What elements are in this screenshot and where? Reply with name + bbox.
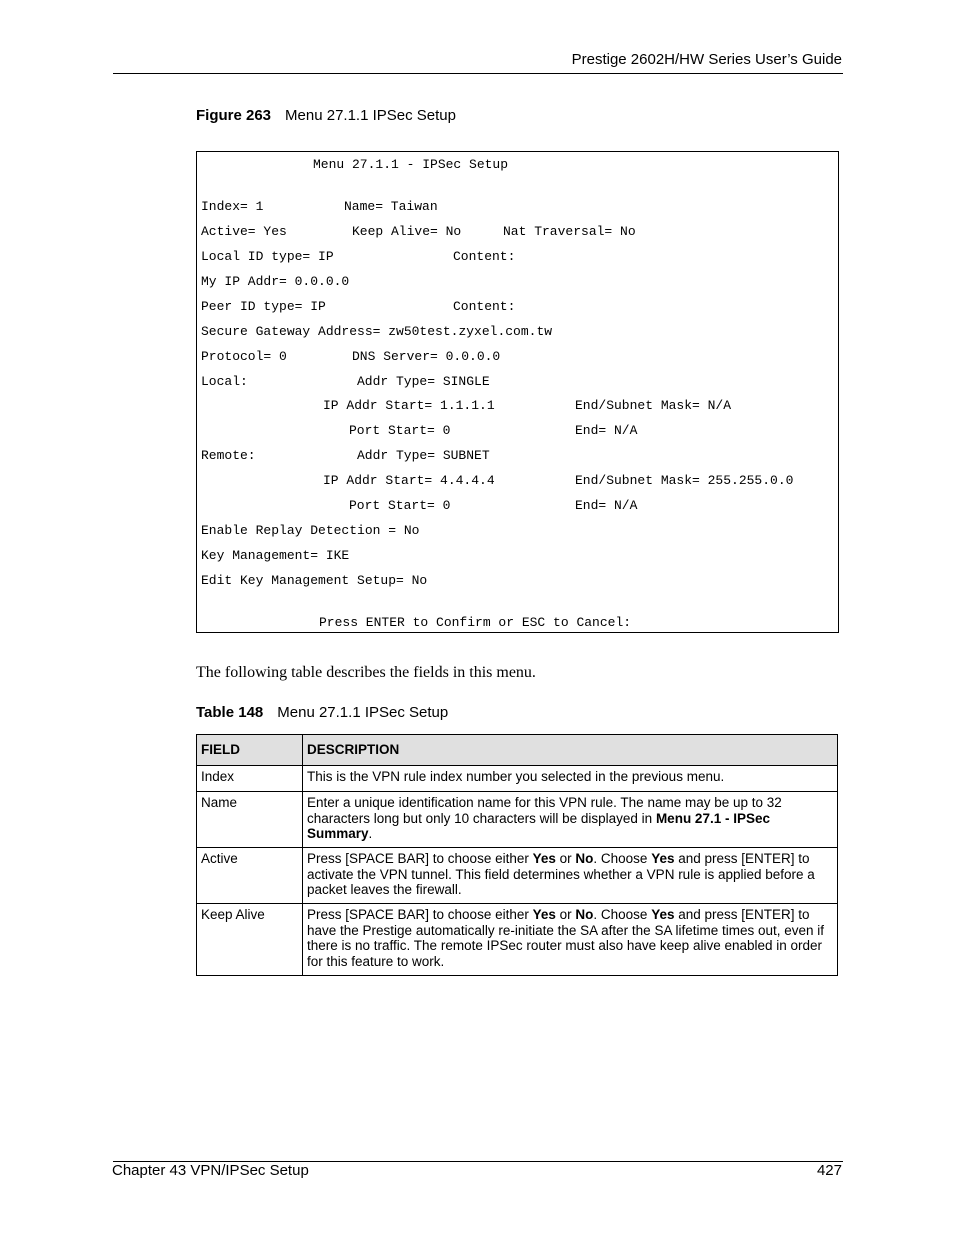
screen-local-port-end: End= N/A bbox=[575, 423, 638, 438]
figure-label: Figure 263 bbox=[196, 107, 272, 124]
screen-protocol: Protocol= 0 bbox=[201, 349, 287, 364]
row-description: Press [SPACE BAR] to choose either Yes or No. Choose Yes and press [ENTER] to activate the VPN tunnel. This field determines whether a VPN rule is applied before a packet leaves the firewall. bbox=[303, 848, 838, 904]
screen-my-ip: My IP Addr= 0.0.0.0 bbox=[201, 274, 350, 289]
row-field: Keep Alive bbox=[197, 904, 303, 976]
screen-local-port-start: Port Start= 0 bbox=[349, 423, 451, 438]
header-description: DESCRIPTION bbox=[303, 735, 838, 766]
field-description-table bbox=[196, 734, 838, 976]
intro-paragraph: The following table describes the fields in this menu. bbox=[196, 664, 536, 681]
figure-title: Menu 27.1.1 IPSec Setup bbox=[285, 107, 456, 124]
table-header-row bbox=[197, 735, 838, 766]
screen-secure-gateway: Secure Gateway Address= zw50test.zyxel.com.tw bbox=[201, 324, 553, 339]
running-header: Prestige 2602H/HW Series User’s Guide bbox=[571, 51, 842, 68]
table-caption bbox=[196, 704, 448, 721]
row-description: This is the VPN rule index number you selected in the previous menu. bbox=[303, 766, 838, 792]
screen-remote-port-start: Port Start= 0 bbox=[349, 498, 451, 513]
screen-edit-key-management: Edit Key Management Setup= No bbox=[201, 573, 428, 588]
screen-name: Name= Taiwan bbox=[344, 199, 438, 214]
row-description: Press [SPACE BAR] to choose either Yes or No. Choose Yes and press [ENTER] to have the Prestige automatically re-initiate the SA after the SA lifetime times out, even if there is no traffic. The remote IPSec router must also have keep alive enabled in order for this feature to work. bbox=[303, 904, 838, 976]
screen-nat-traversal: Nat Traversal= No bbox=[503, 224, 636, 239]
table-row bbox=[197, 904, 838, 976]
row-field: Active bbox=[197, 848, 303, 904]
screen-active: Active= Yes bbox=[201, 224, 287, 239]
screen-title: Menu 27.1.1 - IPSec Setup bbox=[313, 157, 509, 172]
screen-keep-alive: Keep Alive= No bbox=[352, 224, 462, 239]
table-row bbox=[197, 792, 838, 848]
screen-local-label: Local: bbox=[201, 374, 248, 389]
screen-index: Index= 1 bbox=[201, 199, 264, 214]
header-rule bbox=[113, 73, 843, 74]
screen-replay-detection: Enable Replay Detection = No bbox=[201, 523, 420, 538]
footer-chapter: Chapter 43 VPN/IPSec Setup bbox=[112, 1162, 309, 1179]
table-row bbox=[197, 848, 838, 904]
screen-peer-id-type: Peer ID type= IP bbox=[201, 299, 326, 314]
screen-remote-label: Remote: bbox=[201, 448, 256, 463]
screen-prompt: Press ENTER to Confirm or ESC to Cancel: bbox=[319, 615, 632, 630]
screen-remote-ip-start: IP Addr Start= 4.4.4.4 bbox=[323, 473, 495, 488]
terminal-screen bbox=[196, 151, 839, 633]
screen-remote-addr-type: Addr Type= SUBNET bbox=[357, 448, 490, 463]
table-label: Table 148 bbox=[196, 704, 264, 721]
screen-peer-content: Content: bbox=[453, 299, 516, 314]
menu-reference: Menu 27.1 - IPSec Summary bbox=[307, 810, 770, 842]
screen-remote-end-mask: End/Subnet Mask= 255.255.0.0 bbox=[575, 473, 794, 488]
table-title: Menu 27.1.1 IPSec Setup bbox=[277, 704, 449, 721]
screen-dns-server: DNS Server= 0.0.0.0 bbox=[352, 349, 501, 364]
screen-local-ip-start: IP Addr Start= 1.1.1.1 bbox=[323, 398, 495, 413]
row-description: Enter a unique identification name for this VPN rule. The name may be up to 32 characters long but only 10 characters will be displayed in Menu 27.1 - IPSec Summary. bbox=[303, 792, 838, 848]
screen-local-id-type: Local ID type= IP bbox=[201, 249, 334, 264]
row-field: Index bbox=[197, 766, 303, 792]
figure-caption bbox=[196, 107, 456, 124]
screen-local-content: Content: bbox=[453, 249, 516, 264]
footer-page-number: 427 bbox=[816, 1162, 842, 1179]
header-field: FIELD bbox=[197, 735, 303, 766]
screen-local-addr-type: Addr Type= SINGLE bbox=[357, 374, 490, 389]
row-field: Name bbox=[197, 792, 303, 848]
screen-key-management: Key Management= IKE bbox=[201, 548, 350, 563]
screen-local-end-mask: End/Subnet Mask= N/A bbox=[575, 398, 732, 413]
screen-remote-port-end: End= N/A bbox=[575, 498, 638, 513]
table-row bbox=[197, 766, 838, 792]
